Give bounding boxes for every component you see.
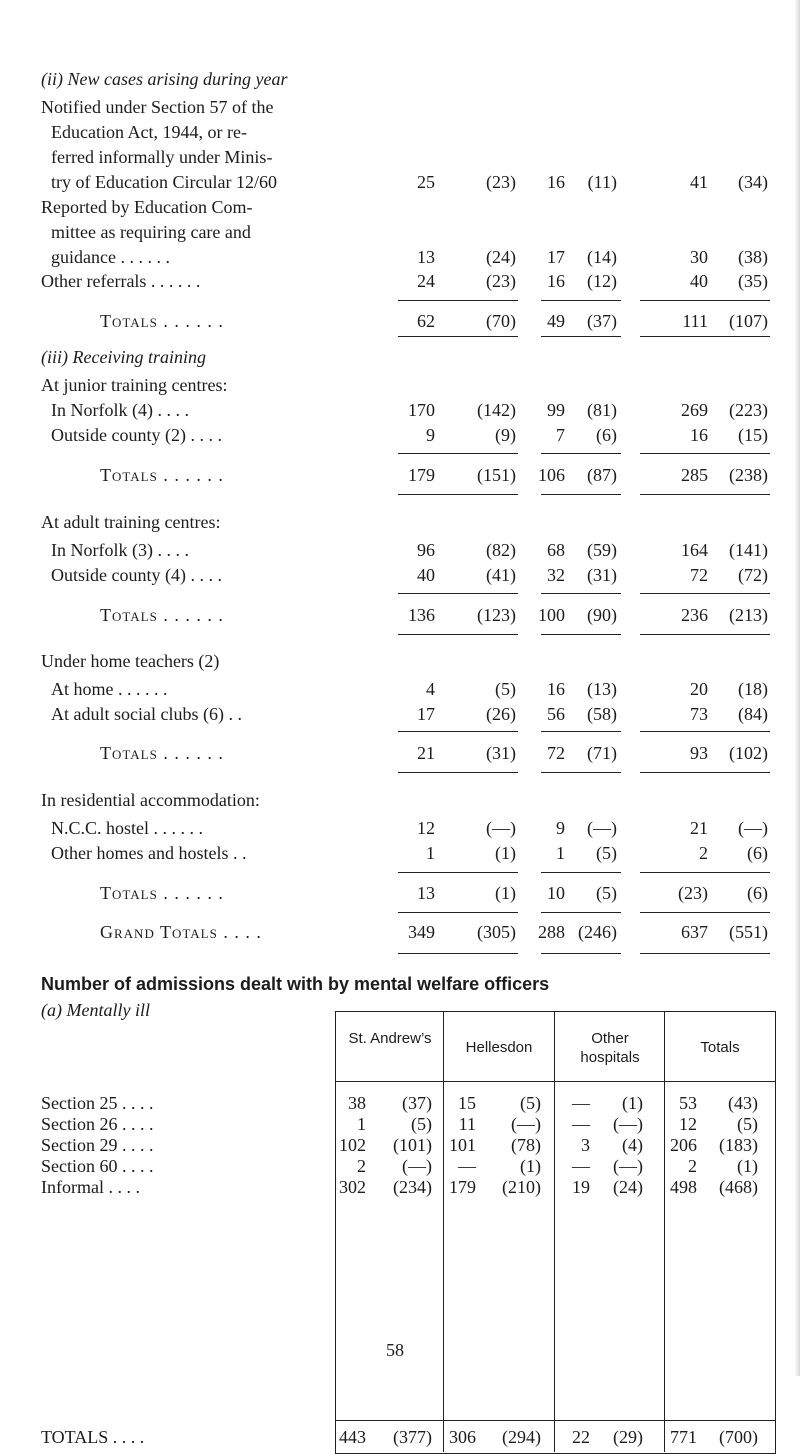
table-value: 7: [556, 425, 565, 445]
rule-line: [541, 336, 621, 337]
table-value: (238): [729, 465, 768, 485]
table-value: 285: [681, 465, 708, 485]
admissions-value: 3: [581, 1135, 590, 1155]
admissions-value: 19: [572, 1177, 590, 1197]
table-value: (59): [587, 540, 617, 560]
table-value: 21: [690, 818, 708, 838]
rule-line: [640, 593, 770, 594]
admissions-value: —: [572, 1114, 590, 1134]
column-divider: [554, 1011, 555, 1452]
rule-line: [398, 634, 518, 635]
table-value: (71): [587, 743, 617, 763]
rule-line: [398, 912, 518, 913]
rule-line: [541, 772, 621, 773]
column-divider: [664, 1011, 665, 1452]
admissions-value: —: [572, 1093, 590, 1113]
table-value: 106: [538, 465, 565, 485]
table-value: 62: [417, 311, 435, 331]
table-value: 1: [556, 843, 565, 863]
rule-line: [640, 772, 770, 773]
table-value: (246): [578, 922, 617, 942]
row-label: Section 25 . . . .: [41, 1093, 154, 1113]
admissions-value: (5): [737, 1114, 758, 1134]
admissions-value: (101): [393, 1135, 432, 1155]
table-value: (12): [587, 271, 617, 291]
admissions-value: (78): [511, 1135, 541, 1155]
table-value: 111: [682, 311, 708, 331]
rule-line: [640, 912, 770, 913]
table-value: (11): [587, 172, 617, 192]
rule-line: [640, 872, 770, 873]
table-value: 13: [417, 247, 435, 267]
table-value: 2: [699, 843, 708, 863]
table-value: 12: [417, 818, 435, 838]
admissions-value: —: [572, 1156, 590, 1176]
admissions-value: (468): [719, 1177, 758, 1197]
table-value: (82): [486, 540, 516, 560]
admissions-value: 11: [458, 1114, 476, 1134]
totals-label: Totals . . . . . .: [100, 465, 224, 485]
table-value: (34): [738, 172, 768, 192]
admissions-value: —: [458, 1156, 476, 1176]
table-value: 179: [408, 465, 435, 485]
table-value: 9: [556, 818, 565, 838]
row-label: N.C.C. hostel . . . . . .: [51, 818, 204, 838]
column-header-hellesdon: Hellesdon: [465, 1039, 533, 1056]
table-value: (84): [738, 704, 768, 724]
table-value: (1): [495, 883, 516, 903]
table-value: 20: [690, 679, 708, 699]
table-value: 93: [690, 743, 708, 763]
table-value: (87): [587, 465, 617, 485]
rule-line: [640, 336, 770, 337]
rule-line: [640, 731, 770, 732]
rule-line: [398, 953, 518, 954]
admissions-value: 302: [339, 1177, 366, 1197]
totals-label: Totals . . . . . .: [100, 605, 224, 625]
admissions-value: (183): [719, 1135, 758, 1155]
table-value: (72): [738, 565, 768, 585]
row-label-line: Education Act, 1944, or re-: [51, 122, 247, 142]
table-value: 96: [417, 540, 435, 560]
grand-totals-label: Grand Totals . . . .: [100, 922, 262, 942]
table-value: 25: [417, 172, 435, 192]
table-value: 68: [547, 540, 565, 560]
row-label: In Norfolk (4) . . . .: [51, 400, 189, 420]
admissions-value: (210): [502, 1177, 541, 1197]
table-value: (123): [477, 605, 516, 625]
admissions-subheading: (a) Mentally ill: [41, 1000, 150, 1020]
row-label-line: mittee as requiring care and: [51, 222, 251, 242]
group-title: At junior training centres:: [41, 375, 228, 395]
row-label-line: Notified under Section 57 of the: [41, 97, 274, 117]
row-label: Other referrals . . . . . .: [41, 271, 201, 291]
totals-label: Totals . . . . . .: [100, 743, 224, 763]
table-value: (23): [486, 271, 516, 291]
table-value: 4: [426, 679, 435, 699]
admissions-value: 22: [572, 1427, 590, 1447]
column-header-other-hospitals: Other hospitals: [580, 1030, 640, 1066]
table-value: (81): [587, 400, 617, 420]
table-value: 30: [690, 247, 708, 267]
table-value: 288: [538, 922, 565, 942]
table-value: (70): [486, 311, 516, 331]
header-divider: [335, 1081, 776, 1082]
admissions-value: (—): [402, 1156, 432, 1176]
table-value: 236: [681, 605, 708, 625]
table-value: (102): [729, 743, 768, 763]
table-value: 17: [547, 247, 565, 267]
rule-line: [398, 731, 518, 732]
admissions-value: 38: [348, 1093, 366, 1113]
table-value: 17: [417, 704, 435, 724]
table-value: 349: [408, 922, 435, 942]
table-value: (5): [596, 883, 617, 903]
admissions-value: 498: [670, 1177, 697, 1197]
table-value: (141): [729, 540, 768, 560]
table-value: 21: [417, 743, 435, 763]
column-divider: [443, 1011, 444, 1452]
table-value: (—): [738, 818, 768, 838]
row-label: At adult social clubs (6) . .: [51, 704, 242, 724]
admissions-value: 15: [458, 1093, 476, 1113]
table-value: (6): [747, 843, 768, 863]
admissions-value: 2: [357, 1156, 366, 1176]
table-value: (9): [495, 425, 516, 445]
section-iii-heading: (iii) Receiving training: [41, 347, 206, 367]
admissions-value: (—): [511, 1114, 541, 1134]
table-value: 10: [547, 883, 565, 903]
table-value: (1): [495, 843, 516, 863]
table-value: (14): [587, 247, 617, 267]
table-value: (24): [486, 247, 516, 267]
rule-line: [398, 772, 518, 773]
table-value: (—): [587, 818, 617, 838]
table-value: (31): [486, 743, 516, 763]
table-value: (142): [477, 400, 516, 420]
admissions-value: (1): [622, 1093, 643, 1113]
rule-line: [398, 494, 518, 495]
totals-label: Totals . . . . . .: [100, 883, 224, 903]
table-value: (35): [738, 271, 768, 291]
rule-line: [640, 300, 770, 301]
row-label-line: ferred informally under Minis-: [51, 147, 273, 167]
rule-line: [541, 912, 621, 913]
table-value: 170: [408, 400, 435, 420]
rule-line: [541, 634, 621, 635]
table-value: 24: [417, 271, 435, 291]
table-value: 164: [681, 540, 708, 560]
table-value: (107): [729, 311, 768, 331]
row-label: In Norfolk (3) . . . .: [51, 540, 189, 560]
admissions-value: (1): [737, 1156, 758, 1176]
row-label: Informal . . . .: [41, 1177, 140, 1197]
table-value: (5): [495, 679, 516, 699]
table-value: 73: [690, 704, 708, 724]
table-value: 72: [690, 565, 708, 585]
rule-line: [541, 953, 621, 954]
page-number: 58: [386, 1340, 404, 1360]
table-value: 269: [681, 400, 708, 420]
table-value: (6): [747, 883, 768, 903]
table-value: (305): [477, 922, 516, 942]
table-value: (26): [486, 704, 516, 724]
rule-line: [541, 872, 621, 873]
table-value: (58): [587, 704, 617, 724]
totals-label: Totals . . . . . .: [100, 311, 224, 331]
table-value: 1: [426, 843, 435, 863]
admissions-value: (1): [520, 1156, 541, 1176]
table-value: 49: [547, 311, 565, 331]
table-value: 13: [417, 883, 435, 903]
rule-line: [398, 300, 518, 301]
group-title: At adult training centres:: [41, 512, 221, 532]
admissions-value: 2: [688, 1156, 697, 1176]
admissions-value: (294): [502, 1427, 541, 1447]
rule-line: [640, 634, 770, 635]
page-edge-shadow: [794, 0, 800, 1376]
admissions-value: 102: [339, 1135, 366, 1155]
table-value: (18): [738, 679, 768, 699]
table-value: (37): [587, 311, 617, 331]
table-value: 100: [538, 605, 565, 625]
row-label: Section 29 . . . .: [41, 1135, 154, 1155]
admissions-totals-label: TOTALS . . . .: [41, 1427, 145, 1447]
admissions-value: 443: [339, 1427, 366, 1447]
table-value: 16: [547, 679, 565, 699]
rule-line: [398, 336, 518, 337]
table-value: (6): [596, 425, 617, 445]
rule-line: [398, 453, 518, 454]
rule-line: [541, 593, 621, 594]
table-value: 32: [547, 565, 565, 585]
row-label-line: try of Education Circular 12/60: [51, 172, 277, 192]
table-value: 136: [408, 605, 435, 625]
table-value: 41: [690, 172, 708, 192]
table-value: 72: [547, 743, 565, 763]
admissions-value: 53: [679, 1093, 697, 1113]
table-value: 9: [426, 425, 435, 445]
table-value: 40: [690, 271, 708, 291]
table-value: 16: [690, 425, 708, 445]
group-title: Under home teachers (2): [41, 651, 220, 671]
table-value: 16: [547, 271, 565, 291]
table-value: (41): [486, 565, 516, 585]
admissions-value: 179: [449, 1177, 476, 1197]
rule-line: [640, 453, 770, 454]
table-value: 637: [681, 922, 708, 942]
admissions-value: (5): [411, 1114, 432, 1134]
column-header-st-andrews: St. Andrew’s: [348, 1030, 432, 1047]
admissions-value: (24): [613, 1177, 643, 1197]
section-ii-heading: (ii) New cases arising during year: [41, 69, 288, 89]
rule-line: [541, 731, 621, 732]
admissions-value: (43): [728, 1093, 758, 1113]
admissions-value: 101: [449, 1135, 476, 1155]
row-label: At home . . . . . .: [51, 679, 168, 699]
table-value: (—): [486, 818, 516, 838]
admissions-table-frame: [335, 1011, 776, 1454]
row-label: Section 60 . . . .: [41, 1156, 154, 1176]
admissions-value: (234): [393, 1177, 432, 1197]
table-value: 40: [417, 565, 435, 585]
rule-line: [398, 593, 518, 594]
admissions-value: (37): [402, 1093, 432, 1113]
admissions-value: (4): [622, 1135, 643, 1155]
table-value: (23): [486, 172, 516, 192]
rule-line: [640, 494, 770, 495]
table-value: (13): [587, 679, 617, 699]
row-label: Section 26 . . . .: [41, 1114, 154, 1134]
row-label-line: Reported by Education Com-: [41, 197, 253, 217]
admissions-value: (377): [393, 1427, 432, 1447]
rule-line: [541, 453, 621, 454]
admissions-value: 306: [449, 1427, 476, 1447]
admissions-heading: Number of admissions dealt with by mental welfare officers: [41, 974, 550, 994]
row-label: Outside county (4) . . . .: [51, 565, 222, 585]
column-header-totals: Totals: [700, 1039, 740, 1056]
totals-divider: [335, 1420, 776, 1421]
table-value: (151): [477, 465, 516, 485]
rule-line: [398, 872, 518, 873]
admissions-value: (29): [613, 1427, 643, 1447]
table-value: (31): [587, 565, 617, 585]
admissions-value: 771: [670, 1427, 697, 1447]
admissions-value: (5): [520, 1093, 541, 1113]
row-label-line: guidance . . . . . .: [51, 247, 170, 267]
admissions-value: (—): [613, 1156, 643, 1176]
admissions-value: 1: [357, 1114, 366, 1134]
table-value: 56: [547, 704, 565, 724]
rule-line: [541, 494, 621, 495]
admissions-value: 206: [670, 1135, 697, 1155]
table-value: 99: [547, 400, 565, 420]
table-value: (15): [738, 425, 768, 445]
row-label: Other homes and hostels . .: [51, 843, 247, 863]
rule-line: [640, 953, 770, 954]
admissions-value: (—): [613, 1114, 643, 1134]
admissions-value: 12: [679, 1114, 697, 1134]
table-value: (90): [587, 605, 617, 625]
group-title: In residential accommodation:: [41, 790, 260, 810]
table-value: (213): [729, 605, 768, 625]
table-value: 16: [547, 172, 565, 192]
table-value: (23): [678, 883, 708, 903]
table-value: (223): [729, 400, 768, 420]
admissions-value: (700): [719, 1427, 758, 1447]
rule-line: [541, 300, 621, 301]
table-value: (38): [738, 247, 768, 267]
table-value: (551): [729, 922, 768, 942]
table-value: (5): [596, 843, 617, 863]
row-label: Outside county (2) . . . .: [51, 425, 222, 445]
